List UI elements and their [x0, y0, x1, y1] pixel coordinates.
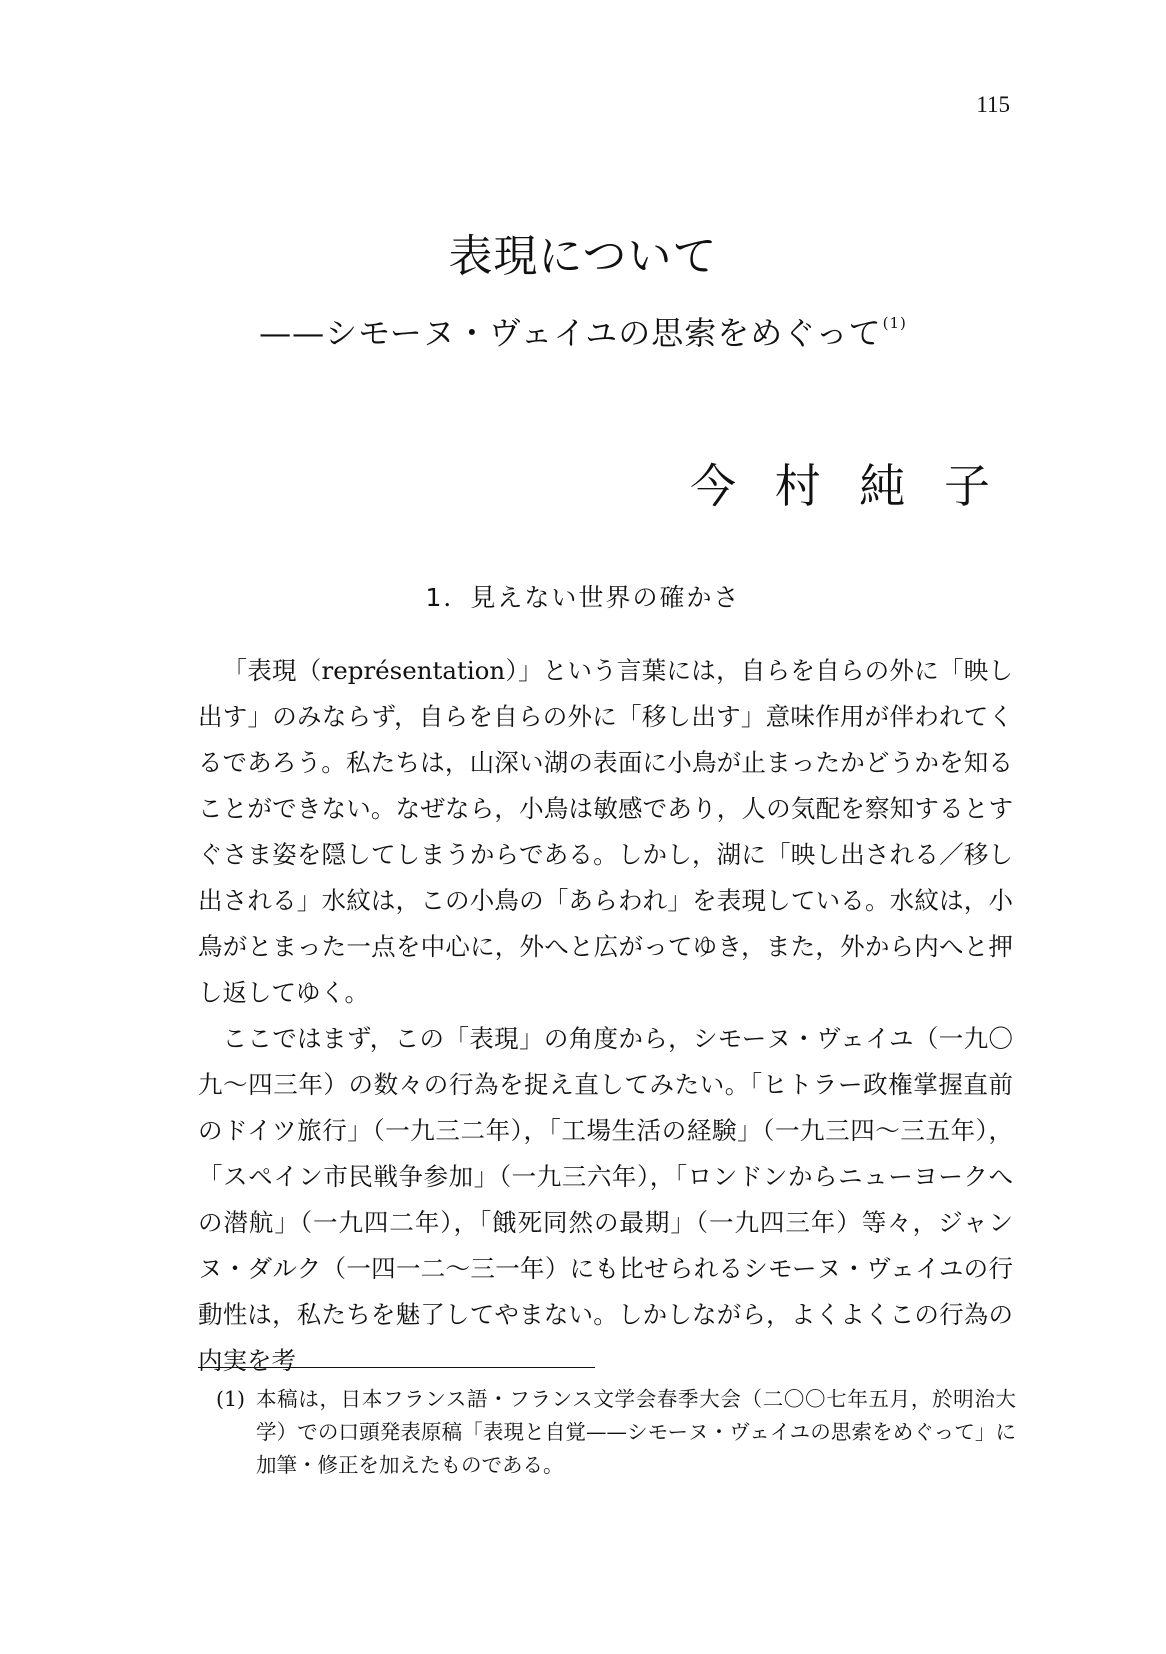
subtitle-footnote-ref: (1)	[882, 314, 907, 332]
article-subtitle	[0, 308, 1166, 354]
footnote-mark: (1)	[216, 1387, 246, 1411]
section-heading: 1．見えない世界の確かさ	[425, 583, 741, 612]
body-text	[198, 648, 1013, 1384]
subtitle-text: ——シモーヌ・ヴェイユの思索をめぐって	[259, 314, 882, 352]
page-number: 115	[976, 92, 1010, 117]
author-char: 今	[690, 459, 736, 513]
paragraph: 「表現（représentation）」という言葉には，自らを自らの外に「映し出す」のみならず，自らを自らの外に「移し出す」意味作用が伴われてくるであろう。私たちは，山深い湖の表面に小鳥が止まったかどうかを知ることができない。なぜなら，小鳥は敏感であり，人の気配を察知するとすぐさま姿を隠してしまうからである。しかし，湖に「映し出される／移し出される」水紋は，この小鳥の「あらわれ」を表現している。水紋は，小鳥がとまった一点を中心に，外へと広がってゆき，また，外から内へと押し返してゆく。	[198, 656, 1013, 1007]
author-char: 子	[943, 459, 990, 513]
footnote-divider	[198, 1367, 595, 1368]
paragraph: ここではまず，この「表現」の角度から，シモーヌ・ヴェイユ（一九〇九～四三年）の数々の行為を捉え直してみたい。「ヒトラー政権掌握直前のドイツ旅行」（一九三二年），「工場生活の経験」（一九三四～三五年），「スペイン市民戦争参加」（一九三六年），「ロンドンからニューヨークへの潜航」（一九四二年），「餓死同然の最期」（一九四三年）等々，ジャンヌ・ダルク（一四一二～三一年）にも比せられるシモーヌ・ヴェイユの行動性は，私たちを魅了してやまない。しかしながら，よくよくこの行為の内実を考	[198, 1024, 1013, 1375]
author-char: 純	[859, 459, 906, 513]
author-name	[690, 450, 990, 516]
footnote	[216, 1383, 1016, 1482]
footnote-text: 本稿は，日本フランス語・フランス文学会春季大会（二〇〇七年五月，於明治大学）での口頭発表原稿「表現と自覚——シモーヌ・ヴェイユの思索をめぐって」に加筆・修正を加えたものである。	[256, 1387, 1016, 1477]
author-char: 村	[774, 459, 821, 513]
article-title: 表現について	[448, 231, 718, 282]
